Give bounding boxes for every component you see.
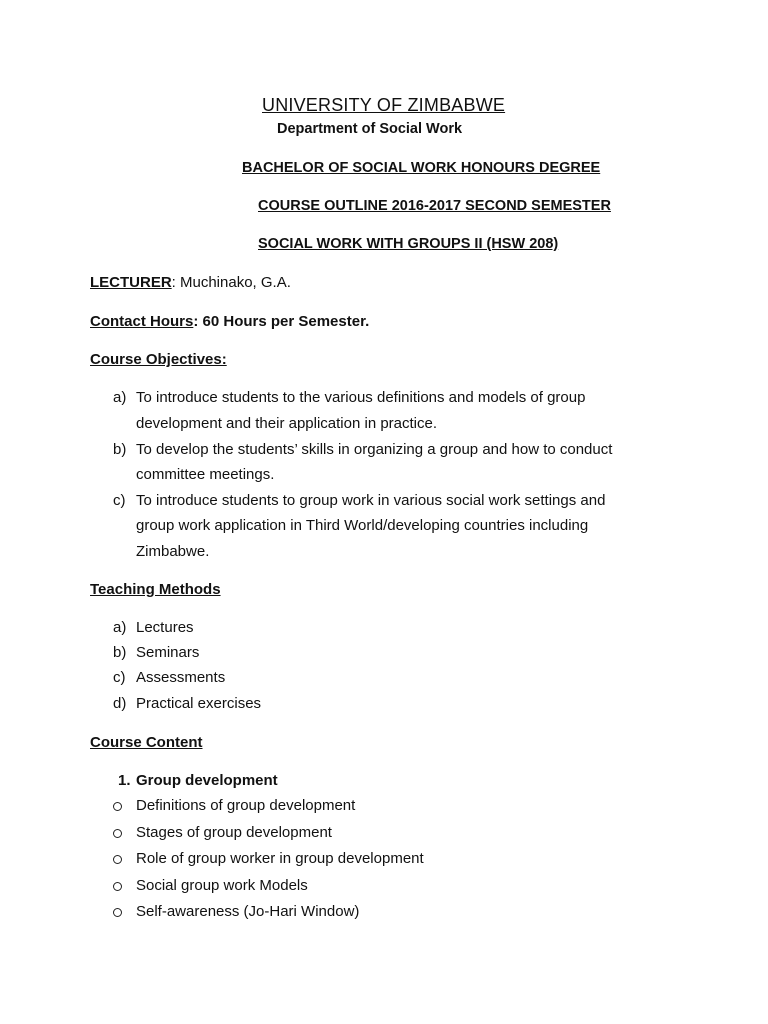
- course-content-heading: Course Content: [90, 734, 203, 751]
- teaching-methods-heading: Teaching Methods: [90, 581, 221, 598]
- objective-text-line: group work application in Third World/developing countries including: [136, 517, 589, 534]
- course-outline-title: COURSE OUTLINE 2016-2017 SECOND SEMESTER: [258, 198, 611, 214]
- list-marker: d): [113, 695, 127, 712]
- list-item-text: Lectures: [136, 619, 194, 636]
- list-marker: a): [113, 619, 127, 636]
- list-item-text: Social group work Models: [136, 877, 308, 894]
- objectives-heading: Course Objectives:: [90, 351, 227, 368]
- lecturer-label: LECTURER: [90, 274, 172, 291]
- university-title: UNIVERSITY OF ZIMBABWE: [262, 95, 506, 115]
- circle-bullet-icon: [113, 829, 122, 838]
- list-item-text: Stages of group development: [136, 824, 332, 841]
- list-marker: b): [113, 441, 127, 458]
- list-item-text: Practical exercises: [136, 695, 262, 712]
- lecturer-line: [90, 274, 291, 291]
- circle-bullet-icon: [113, 802, 122, 811]
- objective-text-line: development and their application in practice.: [136, 415, 438, 432]
- objective-text-line: To introduce students to the various definitions and models of group: [136, 389, 586, 406]
- section-number: 1.: [118, 772, 131, 789]
- circle-bullet-icon: [113, 855, 122, 864]
- objective-text-line: committee meetings.: [136, 466, 275, 483]
- list-marker: a): [113, 389, 127, 406]
- list-item-text: Seminars: [136, 644, 200, 661]
- contact-hours-value: : 60 Hours per Semester.: [193, 313, 370, 330]
- department-title: Department of Social Work: [277, 121, 463, 137]
- list-marker: b): [113, 644, 127, 661]
- circle-bullet-icon: [113, 908, 122, 917]
- objective-text-line: To develop the students’ skills in organizing a group and how to conduct: [136, 441, 613, 458]
- degree-title: BACHELOR OF SOCIAL WORK HONOURS DEGREE: [242, 160, 601, 176]
- list-marker: c): [113, 669, 126, 686]
- section-title: Group development: [136, 772, 278, 789]
- objective-text-line: Zimbabwe.: [136, 543, 210, 560]
- list-item-text: Self-awareness (Jo-Hari Window): [136, 903, 360, 920]
- contact-hours-line: [90, 313, 369, 330]
- list-item-text: Assessments: [136, 669, 226, 686]
- course-title: SOCIAL WORK WITH GROUPS II (HSW 208): [258, 236, 559, 252]
- objective-text-line: To introduce students to group work in various social work settings and: [136, 492, 606, 509]
- contact-hours-label: Contact Hours: [90, 313, 194, 330]
- lecturer-value: : Muchinako, G.A.: [171, 274, 291, 291]
- circle-bullet-icon: [113, 882, 122, 891]
- list-marker: c): [113, 492, 126, 509]
- list-item-text: Role of group worker in group development: [136, 850, 424, 867]
- list-item-text: Definitions of group development: [136, 797, 356, 814]
